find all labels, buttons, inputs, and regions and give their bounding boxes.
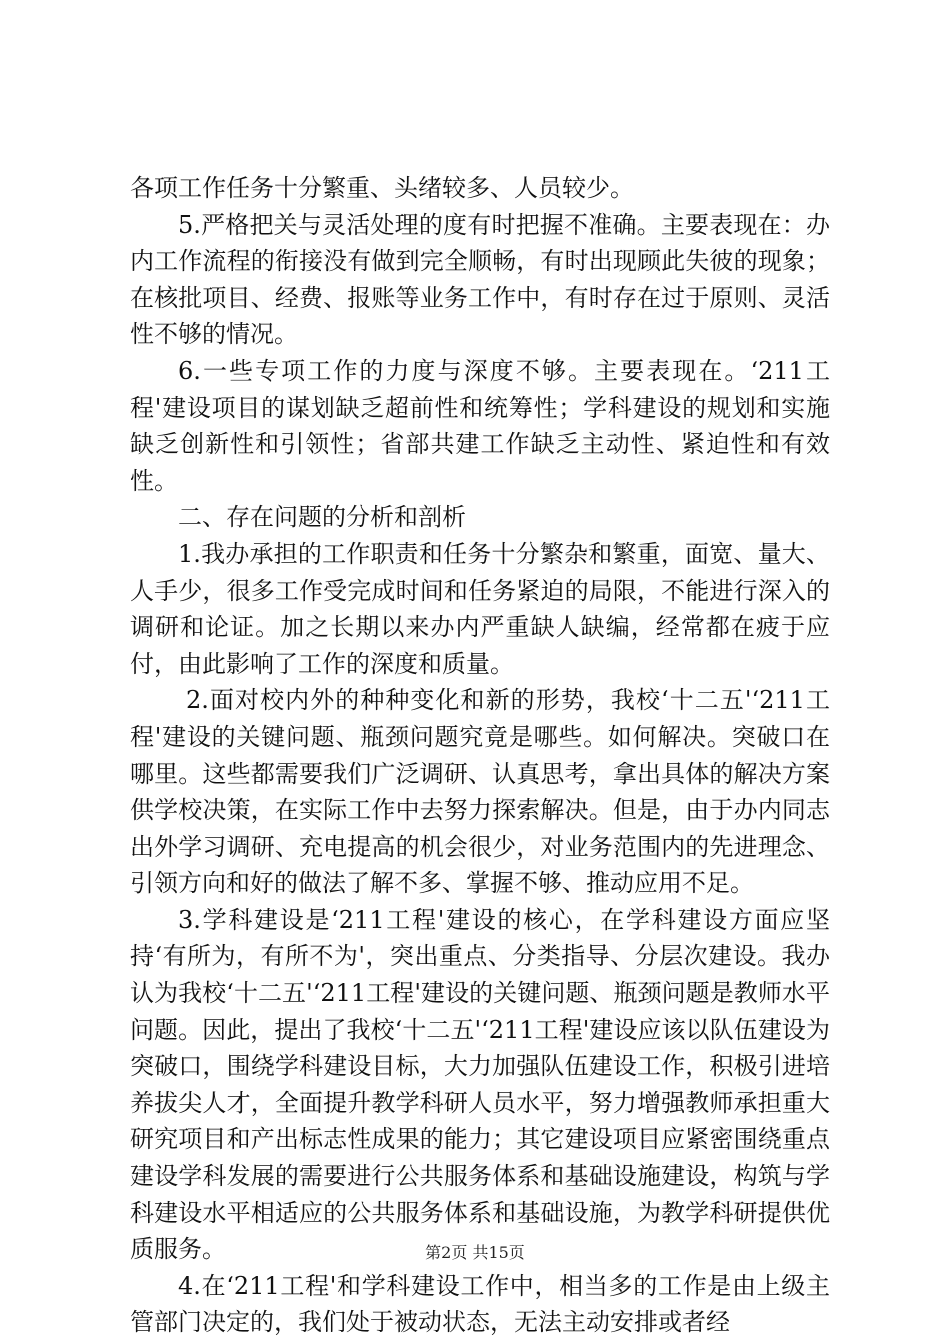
paragraph-continuation: 各项工作任务十分繁重、头绪较多、人员较少。 [130,174,634,202]
paragraph-analysis-1: 1.我办承担的工作职责和任务十分繁杂和繁重，面宽、量大、人手少，很多工作受完成时间和任务紧迫的局限，不能进行深入的调研和论证。加之长期以来办内严重缺人缺编，经常都在疲于应付，由此影响了工作的深度和质量。 [130,539,830,678]
paragraph-analysis-2: 2.面对校内外的种种变化和新的形势，我校‘十二五'‘211工程'建设的关键问题、瓶颈问题究竟是哪些。如何解决。突破口在哪里。这些都需要我们广泛调研、认真思考，拿出具体的解决方案供学校决策，在实际工作中去努力探索解决。但是，由于办内同志出外学习调研、充电提高的机会很少，对业务范围内的先进理念、引领方向和好的做法了解不多、掌握不够、推动应用不足。 [130,686,830,898]
paragraph-analysis-4: 4.在‘211工程'和学科建设工作中，相当多的工作是由上级主管部门决定的，我们处于被动状态，无法主动安排或者经 [130,1271,830,1337]
paragraph-analysis-3: 3.学科建设是‘211工程'建设的核心，在学科建设方面应坚持‘有所为，有所不为'，突出重点、分类指导、分层次建设。我办认为我校‘十二五'‘211工程'建设的关键问题、瓶颈问题是教师水平问题。因此，提出了我校‘十二五'‘211工程'建设应该以队伍建设为突破口，围绕学科建设目标，大力加强队伍建设工作，积极引进培养拔尖人才，全面提升教学科研人员水平，努力增强教师承担重大研究项目和产出标志性成果的能力；其它建设项目应紧密围绕重点建设学科发展的需要进行公共服务体系和基础设施建设，构筑与学科建设水平相适应的公共服务体系和基础设施，为教学科研提供优质服务。 [130,905,830,1264]
page-number-label: 第2页 共15页 [425,1243,525,1262]
section-heading-analysis: 二、存在问题的分析和剖析 [178,503,466,532]
paragraph-item-6: 6.一些专项工作的力度与深度不够。主要表现在。‘211工程'建设项目的谋划缺乏超前性和统筹性；学科建设的规划和实施缺乏创新性和引领性；省部共建工作缺乏主动性、紧迫性和有效性。 [130,356,830,495]
page-footer [0,1240,950,1263]
document-body [130,170,830,1341]
paragraph-item-5: 5.严格把关与灵活处理的度有时把握不准确。主要表现在：办内工作流程的衔接没有做到完全顺畅，有时出现顾此失彼的现象；在核批项目、经费、报账等业务工作中，有时存在过于原则、灵活性不够的情况。 [130,210,830,349]
